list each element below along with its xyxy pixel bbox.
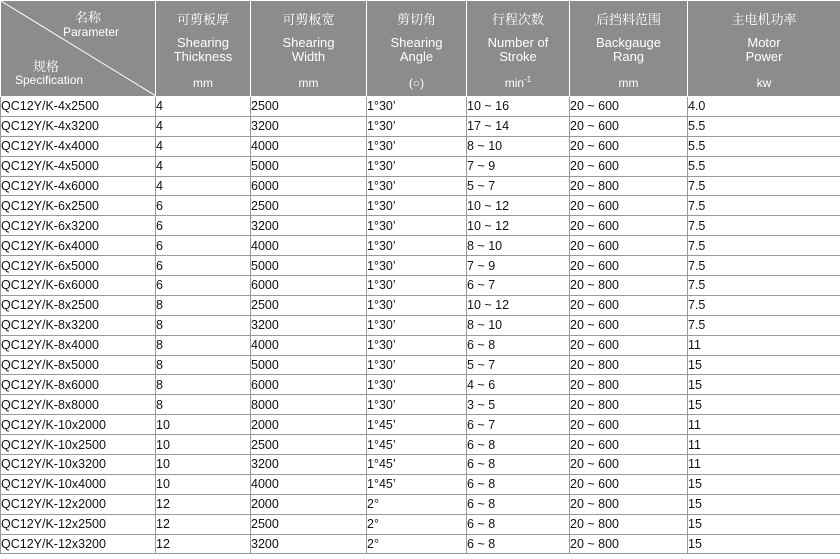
backgauge-cell: 20 ~ 800 xyxy=(570,494,688,514)
table-row xyxy=(1,315,840,335)
backgauge-cell: 20 ~ 800 xyxy=(570,514,688,534)
stroke-cell: 6 ~ 8 xyxy=(467,494,570,514)
motor-power-cell: 15 xyxy=(688,375,840,395)
table-row xyxy=(1,256,840,276)
width-cell: 4000 xyxy=(251,236,367,256)
stroke-cell: 6 ~ 8 xyxy=(467,514,570,534)
backgauge-cell: 20 ~ 600 xyxy=(570,236,688,256)
model-cell: QC12Y/K-6x3200 xyxy=(1,216,156,236)
thickness-cell: 8 xyxy=(156,315,251,335)
header-unit: mm xyxy=(193,76,213,90)
angle-cell: 1°30’ xyxy=(367,196,467,216)
width-cell: 4000 xyxy=(251,474,367,494)
stroke-cell: 5 ~ 7 xyxy=(467,176,570,196)
motor-power-cell: 7.5 xyxy=(688,176,840,196)
stroke-cell: 7 ~ 9 xyxy=(467,256,570,276)
motor-power-cell: 11 xyxy=(688,455,840,475)
motor-power-cell: 11 xyxy=(688,435,840,455)
parameter-label-en: Parameter xyxy=(63,25,120,39)
stroke-cell: 6 ~ 8 xyxy=(467,455,570,475)
thickness-cell: 6 xyxy=(156,276,251,296)
angle-cell: 2° xyxy=(367,534,467,554)
stroke-cell: 5 ~ 7 xyxy=(467,355,570,375)
column-header-thickness xyxy=(156,1,251,97)
model-cell: QC12Y/K-4x6000 xyxy=(1,176,156,196)
stroke-cell: 6 ~ 8 xyxy=(467,474,570,494)
table-row xyxy=(1,196,840,216)
motor-power-cell: 7.5 xyxy=(688,295,840,315)
table-row xyxy=(1,494,840,514)
angle-cell: 1°30’ xyxy=(367,176,467,196)
backgauge-cell: 20 ~ 600 xyxy=(570,97,688,117)
motor-power-cell: 15 xyxy=(688,514,840,534)
stroke-cell: 10 ~ 16 xyxy=(467,97,570,117)
thickness-cell: 4 xyxy=(156,176,251,196)
table-row xyxy=(1,136,840,156)
motor-power-cell: 15 xyxy=(688,534,840,554)
thickness-cell: 6 xyxy=(156,256,251,276)
header-cn: 行程次数 xyxy=(491,13,544,28)
angle-cell: 1°30’ xyxy=(367,156,467,176)
model-cell: QC12Y/K-6x6000 xyxy=(1,276,156,296)
model-cell: QC12Y/K-10x2000 xyxy=(1,415,156,435)
motor-power-cell: 7.5 xyxy=(688,276,840,296)
backgauge-cell: 20 ~ 600 xyxy=(570,216,688,236)
stroke-cell: 17 ~ 14 xyxy=(467,116,570,136)
thickness-cell: 6 xyxy=(156,196,251,216)
table-body xyxy=(1,97,840,554)
header-en: Width xyxy=(291,49,326,64)
stroke-cell: 6 ~ 7 xyxy=(467,415,570,435)
table-row xyxy=(1,236,840,256)
thickness-cell: 10 xyxy=(156,435,251,455)
width-cell: 6000 xyxy=(251,176,367,196)
model-cell: QC12Y/K-4x3200 xyxy=(1,116,156,136)
stroke-cell: 6 ~ 8 xyxy=(467,534,570,554)
thickness-cell: 4 xyxy=(156,136,251,156)
table-row xyxy=(1,474,840,494)
thickness-cell: 8 xyxy=(156,335,251,355)
width-cell: 8000 xyxy=(251,395,367,415)
column-header-stroke xyxy=(467,1,570,97)
model-cell: QC12Y/K-12x3200 xyxy=(1,534,156,554)
thickness-cell: 8 xyxy=(156,355,251,375)
width-cell: 2500 xyxy=(251,97,367,117)
header-en: Rang xyxy=(612,49,645,64)
header-cn: 主电机功率 xyxy=(731,13,797,28)
stroke-cell: 10 ~ 12 xyxy=(467,216,570,236)
thickness-cell: 4 xyxy=(156,97,251,117)
backgauge-cell: 20 ~ 600 xyxy=(570,415,688,435)
width-cell: 6000 xyxy=(251,276,367,296)
table-row xyxy=(1,375,840,395)
column-header-angle xyxy=(367,1,467,97)
angle-cell: 1°30’ xyxy=(367,375,467,395)
motor-power-cell: 15 xyxy=(688,395,840,415)
header-en: Shearing xyxy=(282,35,335,50)
thickness-cell: 4 xyxy=(156,156,251,176)
diagonal-header-cell xyxy=(1,1,156,97)
model-cell: QC12Y/K-12x2500 xyxy=(1,514,156,534)
angle-cell: 1°45’ xyxy=(367,415,467,435)
header-en: Shearing xyxy=(176,35,230,50)
backgauge-cell: 20 ~ 600 xyxy=(570,455,688,475)
motor-power-cell: 11 xyxy=(688,415,840,435)
width-cell: 5000 xyxy=(251,156,367,176)
width-cell: 3200 xyxy=(251,216,367,236)
specification-label-cn: 规格 xyxy=(33,60,60,75)
header-en: Angle xyxy=(399,49,434,64)
backgauge-cell: 20 ~ 600 xyxy=(570,136,688,156)
backgauge-cell: 20 ~ 800 xyxy=(570,395,688,415)
width-cell: 3200 xyxy=(251,315,367,335)
backgauge-cell: 20 ~ 600 xyxy=(570,295,688,315)
table-row xyxy=(1,455,840,475)
stroke-cell: 10 ~ 12 xyxy=(467,196,570,216)
table-row xyxy=(1,216,840,236)
width-cell: 3200 xyxy=(251,116,367,136)
backgauge-cell: 20 ~ 600 xyxy=(570,196,688,216)
model-cell: QC12Y/K-8x3200 xyxy=(1,315,156,335)
header-cn: 可剪板厚 xyxy=(176,13,229,28)
stroke-cell: 4 ~ 6 xyxy=(467,375,570,395)
header-unit: $\min^{-1}$ xyxy=(504,75,532,90)
width-cell: 2000 xyxy=(251,494,367,514)
table-row xyxy=(1,295,840,315)
model-cell: QC12Y/K-8x2500 xyxy=(1,295,156,315)
angle-cell: 1°45’ xyxy=(367,435,467,455)
width-cell: 4000 xyxy=(251,136,367,156)
angle-cell: 1°45’ xyxy=(367,474,467,494)
stroke-cell: 7 ~ 9 xyxy=(467,156,570,176)
header-unit: (○) xyxy=(408,76,425,90)
backgauge-cell: 20 ~ 800 xyxy=(570,534,688,554)
angle-cell: 1°30’ xyxy=(367,136,467,156)
width-cell: 5000 xyxy=(251,355,367,375)
header-en: Power xyxy=(745,49,783,64)
angle-cell: 1°30’ xyxy=(367,97,467,117)
unit-superscript: -1 xyxy=(524,75,532,84)
stroke-cell: 8 ~ 10 xyxy=(467,315,570,335)
header-unit: kw xyxy=(756,76,772,90)
model-cell: QC12Y/K-10x3200 xyxy=(1,455,156,475)
width-cell: 5000 xyxy=(251,256,367,276)
angle-cell: 1°30’ xyxy=(367,395,467,415)
angle-cell: 1°30’ xyxy=(367,276,467,296)
table-row xyxy=(1,116,840,136)
thickness-cell: 10 xyxy=(156,455,251,475)
angle-cell: 1°30’ xyxy=(367,216,467,236)
stroke-cell: 8 ~ 10 xyxy=(467,136,570,156)
motor-power-cell: 15 xyxy=(688,355,840,375)
stroke-cell: 8 ~ 10 xyxy=(467,236,570,256)
column-header-width xyxy=(251,1,367,97)
header-en: Number of xyxy=(487,35,549,50)
model-cell: QC12Y/K-8x5000 xyxy=(1,355,156,375)
thickness-cell: 4 xyxy=(156,116,251,136)
angle-cell: 1°30’ xyxy=(367,295,467,315)
motor-power-cell: 7.5 xyxy=(688,256,840,276)
backgauge-cell: 20 ~ 600 xyxy=(570,435,688,455)
backgauge-cell: 20 ~ 600 xyxy=(570,256,688,276)
table-row xyxy=(1,276,840,296)
motor-power-cell: 5.5 xyxy=(688,136,840,156)
angle-cell: 2° xyxy=(367,494,467,514)
width-cell: 2500 xyxy=(251,435,367,455)
thickness-cell: 8 xyxy=(156,375,251,395)
backgauge-cell: 20 ~ 600 xyxy=(570,156,688,176)
table-row xyxy=(1,156,840,176)
table-row xyxy=(1,534,840,554)
motor-power-cell: 15 xyxy=(688,494,840,514)
thickness-cell: 10 xyxy=(156,474,251,494)
motor-power-cell: 7.5 xyxy=(688,236,840,256)
backgauge-cell: 20 ~ 600 xyxy=(570,474,688,494)
motor-power-cell: 5.5 xyxy=(688,116,840,136)
motor-power-cell: 7.5 xyxy=(688,315,840,335)
specification-label-en: Specification xyxy=(15,73,84,87)
backgauge-cell: 20 ~ 600 xyxy=(570,335,688,355)
thickness-cell: 6 xyxy=(156,236,251,256)
header-en: Motor xyxy=(747,35,781,50)
width-cell: 2500 xyxy=(251,295,367,315)
header-en: Stroke xyxy=(499,49,537,64)
motor-power-cell: 15 xyxy=(688,474,840,494)
stroke-cell: 6 ~ 8 xyxy=(467,435,570,455)
model-cell: QC12Y/K-4x4000 xyxy=(1,136,156,156)
stroke-cell: 6 ~ 7 xyxy=(467,276,570,296)
width-cell: 2500 xyxy=(251,514,367,534)
model-cell: QC12Y/K-4x2500 xyxy=(1,97,156,117)
header-cn: 剪切角 xyxy=(396,13,436,28)
table-row xyxy=(1,335,840,355)
angle-cell: 1°30’ xyxy=(367,315,467,335)
motor-power-cell: 4.0 xyxy=(688,97,840,117)
thickness-cell: 8 xyxy=(156,295,251,315)
stroke-cell: 6 ~ 8 xyxy=(467,335,570,355)
header-cn: 可剪板宽 xyxy=(282,13,335,28)
table-row xyxy=(1,97,840,117)
width-cell: 2500 xyxy=(251,196,367,216)
thickness-cell: 8 xyxy=(156,395,251,415)
angle-cell: 1°45’ xyxy=(367,455,467,475)
model-cell: QC12Y/K-8x8000 xyxy=(1,395,156,415)
stroke-cell: 10 ~ 12 xyxy=(467,295,570,315)
backgauge-cell: 20 ~ 800 xyxy=(570,375,688,395)
backgauge-cell: 20 ~ 600 xyxy=(570,116,688,136)
column-header-backgauge xyxy=(570,1,688,97)
header-en: Shearing xyxy=(390,35,443,50)
thickness-cell: 12 xyxy=(156,534,251,554)
header-cn: 后挡料范围 xyxy=(595,13,661,28)
table-row xyxy=(1,514,840,534)
thickness-cell: 12 xyxy=(156,494,251,514)
model-cell: QC12Y/K-8x4000 xyxy=(1,335,156,355)
backgauge-cell: 20 ~ 800 xyxy=(570,355,688,375)
width-cell: 3200 xyxy=(251,455,367,475)
model-cell: QC12Y/K-10x4000 xyxy=(1,474,156,494)
table-header xyxy=(1,1,840,97)
angle-cell: 2° xyxy=(367,514,467,534)
column-header-motor xyxy=(688,1,840,97)
model-cell: QC12Y/K-6x2500 xyxy=(1,196,156,216)
motor-power-cell: 11 xyxy=(688,335,840,355)
header-unit: mm xyxy=(298,76,319,90)
motor-power-cell: 5.5 xyxy=(688,156,840,176)
backgauge-cell: 20 ~ 600 xyxy=(570,315,688,335)
motor-power-cell: 7.5 xyxy=(688,216,840,236)
parameter-label-cn: 名称 xyxy=(75,11,102,26)
angle-cell: 1°30’ xyxy=(367,256,467,276)
model-cell: QC12Y/K-4x5000 xyxy=(1,156,156,176)
table-row xyxy=(1,415,840,435)
width-cell: 3200 xyxy=(251,534,367,554)
table-row xyxy=(1,355,840,375)
backgauge-cell: 20 ~ 800 xyxy=(570,176,688,196)
header-unit: mm xyxy=(618,76,639,90)
header-en: Thickness xyxy=(173,49,233,64)
model-cell: QC12Y/K-6x5000 xyxy=(1,256,156,276)
backgauge-cell: 20 ~ 800 xyxy=(570,276,688,296)
header-en: Backgauge xyxy=(595,35,662,50)
width-cell: 2000 xyxy=(251,415,367,435)
stroke-cell: 3 ~ 5 xyxy=(467,395,570,415)
width-cell: 4000 xyxy=(251,335,367,355)
model-cell: QC12Y/K-8x6000 xyxy=(1,375,156,395)
angle-cell: 1°30’ xyxy=(367,116,467,136)
thickness-cell: 12 xyxy=(156,514,251,534)
angle-cell: 1°30’ xyxy=(367,355,467,375)
model-cell: QC12Y/K-10x2500 xyxy=(1,435,156,455)
model-cell: QC12Y/K-12x2000 xyxy=(1,494,156,514)
motor-power-cell: 7.5 xyxy=(688,196,840,216)
thickness-cell: 6 xyxy=(156,216,251,236)
model-cell: QC12Y/K-6x4000 xyxy=(1,236,156,256)
angle-cell: 1°30’ xyxy=(367,335,467,355)
table-row xyxy=(1,435,840,455)
table-row xyxy=(1,176,840,196)
angle-cell: 1°30’ xyxy=(367,236,467,256)
thickness-cell: 10 xyxy=(156,415,251,435)
table-row xyxy=(1,395,840,415)
width-cell: 6000 xyxy=(251,375,367,395)
